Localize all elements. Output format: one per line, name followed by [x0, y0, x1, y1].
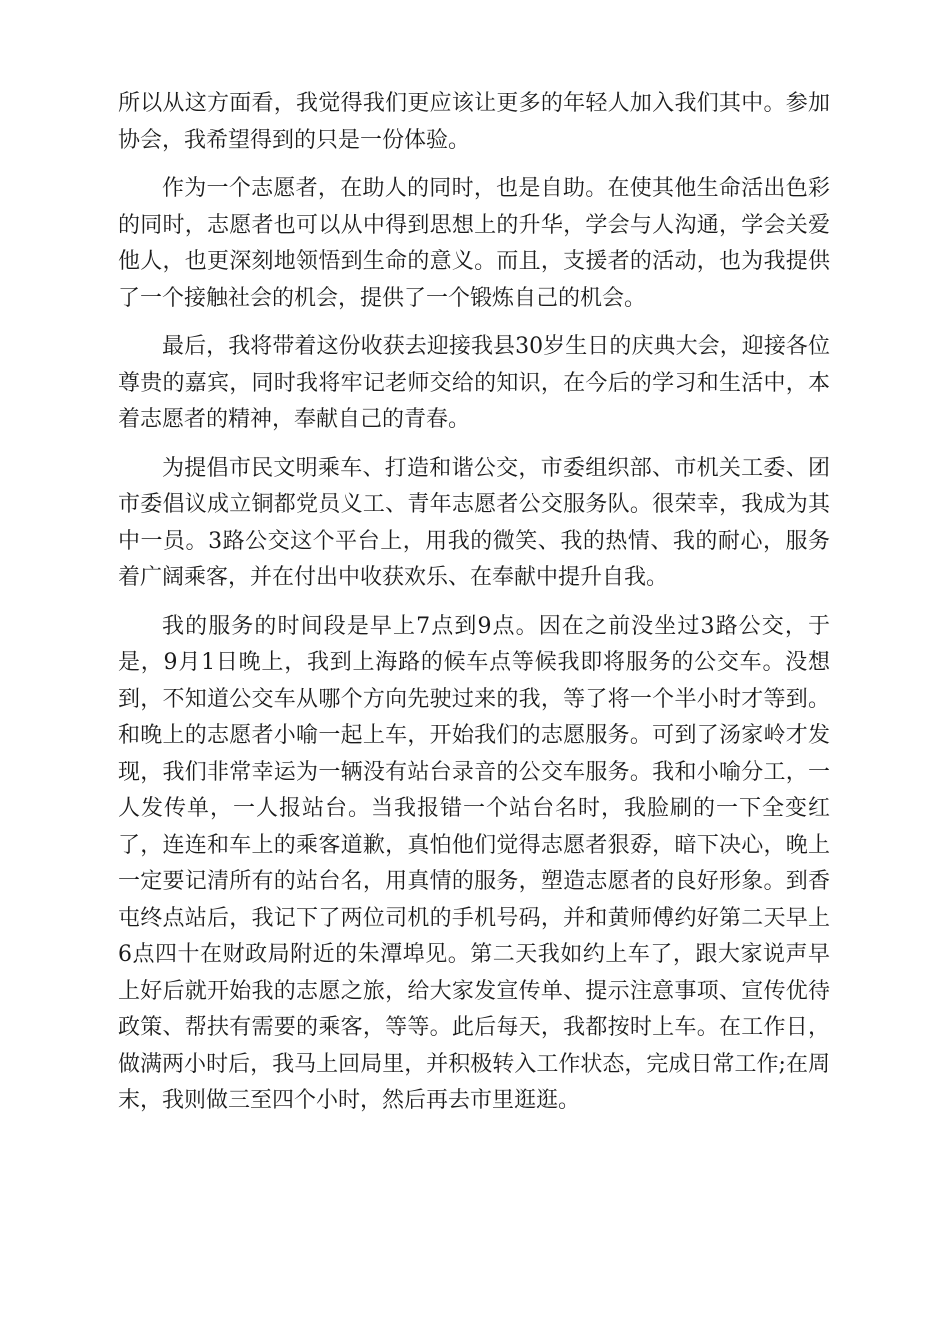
paragraph-5: 我的服务的时间段是早上7点到9点。因在之前没坐过3路公交，于是，9月1日晚上，我到上海路的候车点等候我即将服务的公交车。没想到，不知道公交车从哪个方向先驶过来的我，等了将一个半小时才等到。和晚上的志愿者小喻一起上车，开始我们的志愿服务。可到了汤家岭才发现，我们非常幸运为一辆没有站台录音的公交车服务。我和小喻分工，一人发传单，一人报站台。当我报错一个站台名时，我脸刷的一下全变红了，连连和车上的乘客道歉，真怕他们觉得志愿者狠孬，暗下决心，晚上一定要记清所有的站台名，用真情的服务，塑造志愿者的良好形象。到香屯终点站后，我记下了两位司机的手机号码，并和黄师傅约好第二天早上6点四十在财政局附近的朱潭埠见。第二天我如约上车了，跟大家说声早上好后就开始我的志愿之旅，给大家发宣传单、提示注意事项、宣传优待政策、帮扶有需要的乘客，等等。此后每天，我都按时上车。在工作日，做满两小时后，我马上回局里，并积极转入工作状态，完成日常工作;在周末，我则做三至四个小时，然后再去市里逛逛。 — [118, 613, 830, 1113]
paragraph-1: 所以从这方面看，我觉得我们更应该让更多的年轻人加入我们其中。参加协会，我希望得到的只是一份体验。 — [118, 91, 830, 153]
paragraph-2: 作为一个志愿者，在助人的同时，也是自助。在使其他生命活出色彩的同时，志愿者也可以从中得到思想上的升华，学会与人沟通，学会关爱他人，也更深刻地领悟到生命的意义。而且，支援者的活动，也为我提供了一个接触社会的机会，提供了一个锻炼自己的机会。 — [118, 176, 830, 311]
paragraph-3: 最后，我将带着这份收获去迎接我县30岁生日的庆典大会，迎接各位尊贵的嘉宾，同时我将牢记老师交给的知识，在今后的学习和生活中，本着志愿者的精神，奉献自己的青春。 — [118, 334, 830, 432]
document-body — [118, 86, 830, 1132]
paragraph-4: 为提倡市民文明乘车、打造和谐公交，市委组织部、市机关工委、团市委倡议成立铜都党员义工、青年志愿者公交服务队。很荣幸，我成为其中一员。3路公交这个平台上，用我的微笑、我的热情、我的耐心，服务着广阔乘客，并在付出中收获欢乐、在奉献中提升自我。 — [118, 455, 830, 590]
